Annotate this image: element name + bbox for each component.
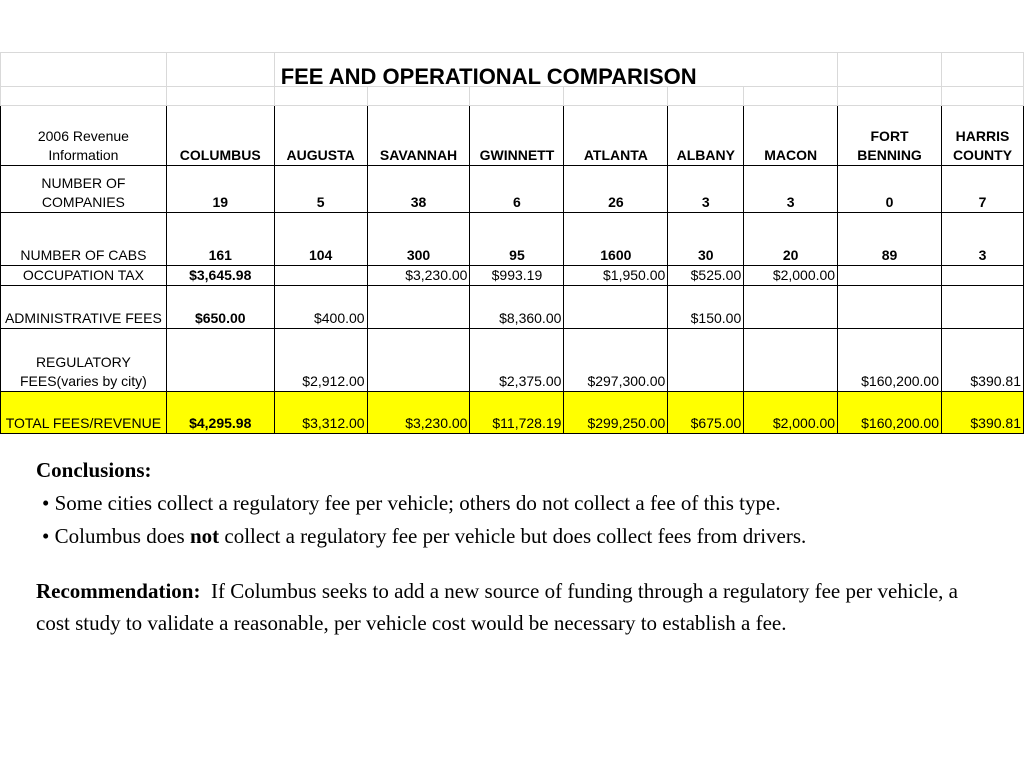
total-row [1,392,1024,434]
blank-cell [838,87,942,106]
blank-cell [668,87,744,106]
table-cell: $3,230.00 [367,266,470,286]
table-cell [942,266,1024,286]
table-cell: $11,728.19 [470,392,564,434]
table-cell: $8,360.00 [470,286,564,329]
table-title: FEE AND OPERATIONAL COMPARISON [274,53,837,87]
bullet-emphasis: not [189,524,220,548]
blank-cell [564,87,668,106]
row-label: NUMBER OF CABS [1,213,167,266]
table-cell: 161 [166,213,274,266]
table-row [1,266,1024,286]
table-cell: $1,950.00 [564,266,668,286]
table-cell [838,266,942,286]
conclusion-bullet-2 [36,524,996,549]
row-label: TOTAL FEES/REVENUE [1,392,167,434]
table-cell [274,266,367,286]
row-label: NUMBER OF COMPANIES [1,166,167,213]
table-cell: $150.00 [668,286,744,329]
column-header: HARRIS COUNTY [942,106,1024,166]
blank-cell [1,87,167,106]
table-cell [744,286,838,329]
table-cell: $160,200.00 [838,329,942,392]
blank-cell [744,87,838,106]
column-header: FORT BENNING [838,106,942,166]
table-cell: 7 [942,166,1024,213]
blank-cell [274,87,367,106]
table-cell: $160,200.00 [838,392,942,434]
table-cell [166,329,274,392]
table-cell: 89 [838,213,942,266]
table-cell: 0 [838,166,942,213]
table-cell [838,286,942,329]
fee-comparison-table [0,52,1024,434]
table-cell: $993.19 [470,266,564,286]
table-cell: $390.81 [942,392,1024,434]
table-row [1,329,1024,392]
table-cell: $650.00 [166,286,274,329]
blank-cell [1,53,167,87]
table-cell: 3 [744,166,838,213]
table-cell [942,286,1024,329]
table-cell [744,329,838,392]
conclusions-heading: Conclusions: [36,458,152,482]
table-cell: 19 [166,166,274,213]
column-header: SAVANNAH [367,106,470,166]
table-cell: $2,000.00 [744,392,838,434]
column-header: AUGUSTA [274,106,367,166]
notes-section [36,458,996,639]
table-cell: $2,912.00 [274,329,367,392]
column-header: COLUMBUS [166,106,274,166]
table-cell [367,329,470,392]
blank-cell [166,53,274,87]
blank-cell [166,87,274,106]
row-label: OCCUPATION TAX [1,266,167,286]
table-cell: $3,645.98 [166,266,274,286]
bullet-text: • Columbus does [42,524,190,548]
table-row [1,286,1024,329]
table-cell: $299,250.00 [564,392,668,434]
table-cell: 26 [564,166,668,213]
column-header: ATLANTA [564,106,668,166]
table-cell: 104 [274,213,367,266]
table-cell: $675.00 [668,392,744,434]
header-row [1,106,1024,166]
blank-cell [838,53,942,87]
table-cell [564,286,668,329]
table-cell [367,286,470,329]
conclusion-bullet-1: • Some cities collect a regulatory fee per vehicle; others do not collect a fee of this type. [42,491,781,515]
table-cell: $4,295.98 [166,392,274,434]
table-cell: $3,230.00 [367,392,470,434]
blank-cell [470,87,564,106]
table-cell: 38 [367,166,470,213]
table-cell: $297,300.00 [564,329,668,392]
blank-cell [367,87,470,106]
table-cell: 300 [367,213,470,266]
column-header: MACON [744,106,838,166]
blank-cell [942,87,1024,106]
table-cell: $525.00 [668,266,744,286]
table-cell: $2,375.00 [470,329,564,392]
recommendation-label: Recommendation: [36,579,201,603]
table-cell [668,329,744,392]
table-cell: 20 [744,213,838,266]
header-label: 2006 Revenue Information [1,106,167,166]
column-header: GWINNETT [470,106,564,166]
table-cell: $2,000.00 [744,266,838,286]
table-cell: 3 [668,166,744,213]
blank-cell [942,53,1024,87]
table-cell: $3,312.00 [274,392,367,434]
table-cell: 1600 [564,213,668,266]
table-cell: 95 [470,213,564,266]
table-cell: 30 [668,213,744,266]
table-row [1,166,1024,213]
row-label: REGULATORY FEES(varies by city) [1,329,167,392]
table-cell: $390.81 [942,329,1024,392]
recommendation-text: If Columbus seeks to add a new source of funding through a regulatory fee per vehicle, a cost study to validate a reasonable, per vehicle cost would be necessary to establish a fee. [36,579,964,635]
table-cell: 5 [274,166,367,213]
table-cell: 6 [470,166,564,213]
table-cell: $400.00 [274,286,367,329]
table-row [1,213,1024,266]
column-header: ALBANY [668,106,744,166]
bullet-text: collect a regulatory fee per vehicle but does collect fees from drivers. [219,524,807,548]
table-cell: 3 [942,213,1024,266]
row-label: ADMINISTRATIVE FEES [1,286,167,329]
recommendation-paragraph [36,575,996,639]
